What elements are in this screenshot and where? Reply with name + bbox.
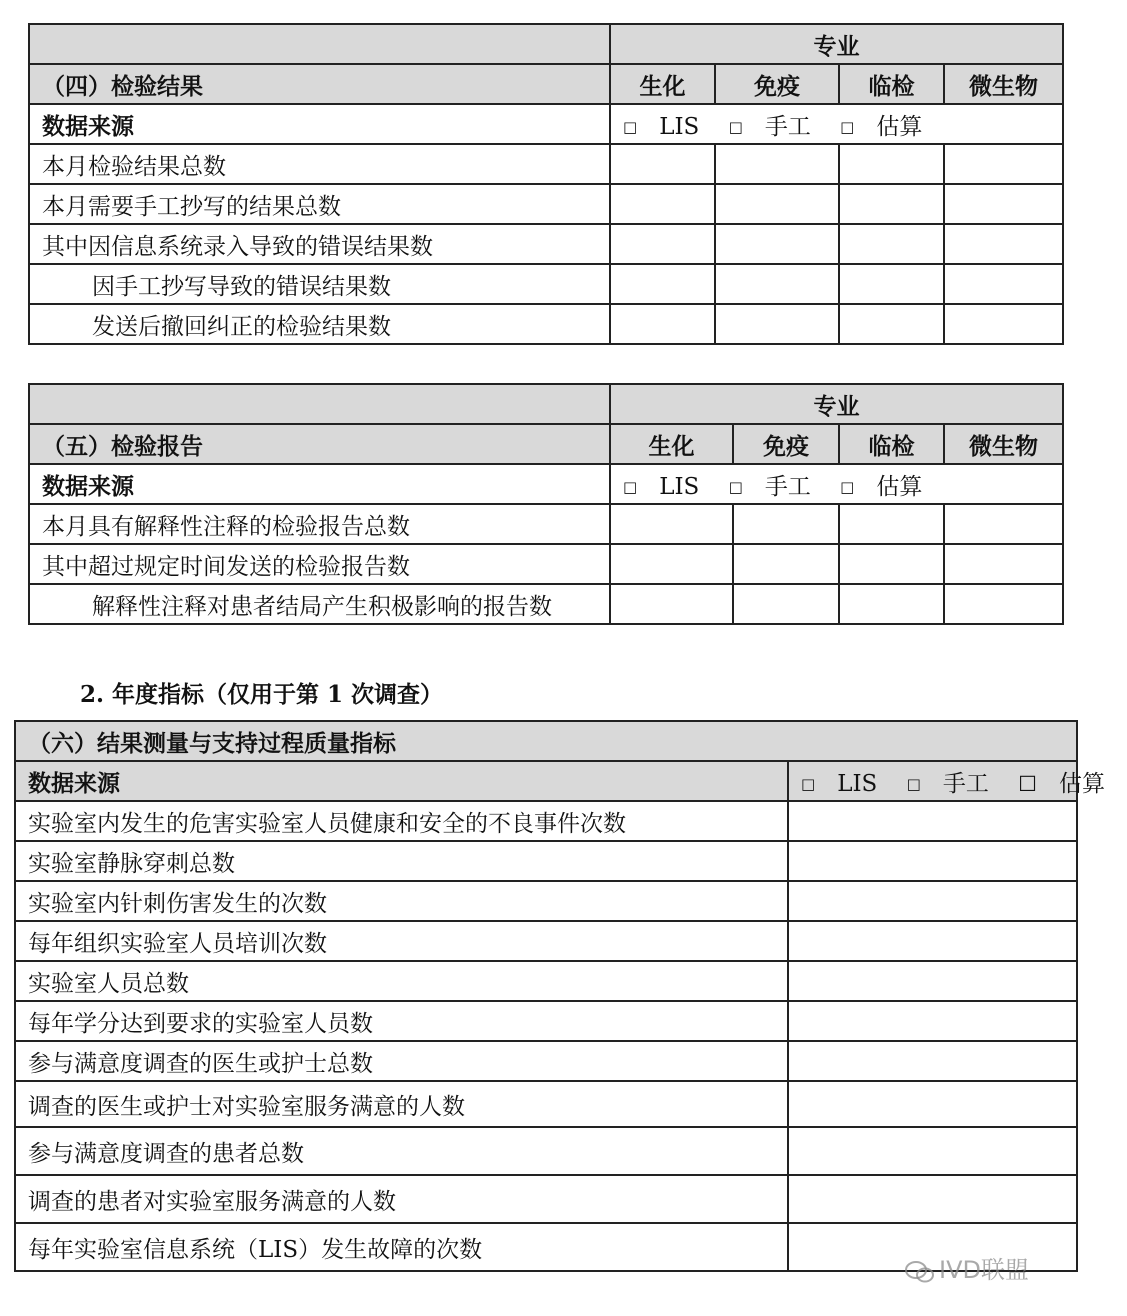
data-cell[interactable] [839,584,944,624]
row-label: 每年实验室信息系统（LIS）发生故障的次数 [15,1223,788,1271]
source-option-manual[interactable]: □ 手工 [728,113,811,140]
specialty-header: 专业 [610,24,1063,64]
data-cell[interactable] [839,184,944,224]
data-cell[interactable] [733,544,839,584]
column-header: 免疫 [715,64,839,104]
column-header: 生化 [610,424,733,464]
source-options [610,104,1063,144]
data-cell[interactable] [610,584,733,624]
data-cell[interactable] [839,304,944,344]
source-options [788,761,1105,801]
data-cell[interactable] [788,921,1077,961]
row-label: 每年组织实验室人员培训次数 [15,921,788,961]
checkbox-icon[interactable]: □ [801,774,816,793]
watermark-text: IVD联盟 [939,1256,1029,1284]
data-cell[interactable] [788,1127,1077,1175]
header-blank [29,384,610,424]
data-cell[interactable] [610,224,715,264]
data-cell[interactable] [944,584,1063,624]
data-cell[interactable] [944,184,1063,224]
data-cell[interactable] [715,224,839,264]
data-cell[interactable] [839,224,944,264]
data-cell[interactable] [788,961,1077,1001]
column-header: 生化 [610,64,715,104]
header-blank [29,24,610,64]
data-cell[interactable] [839,544,944,584]
data-cell[interactable] [944,304,1063,344]
data-cell[interactable] [733,584,839,624]
checkbox-icon[interactable]: □ [840,477,855,496]
table-title: （五）检验报告 [29,424,610,464]
column-header: 微生物 [944,64,1063,104]
row-label: 参与满意度调查的医生或护士总数 [15,1041,788,1081]
data-cell[interactable] [610,304,715,344]
data-cell[interactable] [944,144,1063,184]
source-label: 数据来源 [29,104,610,144]
column-header: 临检 [839,64,944,104]
row-label: 实验室人员总数 [15,961,788,1001]
source-option-manual[interactable]: □ 手工 [728,473,811,500]
data-cell[interactable] [610,184,715,224]
data-cell[interactable] [610,504,733,544]
row-label: 发送后撤回纠正的检验结果数 [29,304,610,344]
table-title: （四）检验结果 [29,64,610,104]
row-label: 每年学分达到要求的实验室人员数 [15,1001,788,1041]
data-cell[interactable] [715,304,839,344]
row-label: 其中因信息系统录入导致的错误结果数 [29,224,610,264]
data-cell[interactable] [733,504,839,544]
data-cell[interactable] [944,544,1063,584]
checkbox-icon[interactable]: □ [906,774,921,793]
row-label: 本月检验结果总数 [29,144,610,184]
column-header: 临检 [839,424,944,464]
source-label: 数据来源 [15,761,788,801]
column-header: 免疫 [733,424,839,464]
row-label: 参与满意度调查的患者总数 [15,1127,788,1175]
row-label: 解释性注释对患者结局产生积极影响的报告数 [29,584,610,624]
data-cell[interactable] [839,264,944,304]
data-cell[interactable] [715,144,839,184]
row-label: 本月需要手工抄写的结果总数 [29,184,610,224]
source-label: 数据来源 [29,464,610,504]
row-label: 调查的医生或护士对实验室服务满意的人数 [15,1081,788,1127]
data-cell[interactable] [788,841,1077,881]
watermark [905,1250,1029,1285]
source-options [610,464,1063,504]
checkbox-icon[interactable]: □ [623,117,638,136]
row-label: 因手工抄写导致的错误结果数 [29,264,610,304]
table-test-results [28,23,1064,345]
row-label: 本月具有解释性注释的检验报告总数 [29,504,610,544]
data-cell[interactable] [610,144,715,184]
source-option-manual[interactable]: □ 手工 [906,770,989,797]
data-cell[interactable] [839,144,944,184]
data-cell[interactable] [610,544,733,584]
checkbox-icon[interactable]: □ [728,117,743,136]
data-cell[interactable] [788,1175,1077,1223]
data-cell[interactable] [715,184,839,224]
data-cell[interactable] [944,224,1063,264]
data-cell[interactable] [715,264,839,304]
checkbox-icon[interactable]: □ [840,117,855,136]
data-cell[interactable] [944,504,1063,544]
column-header: 微生物 [944,424,1063,464]
source-option-estimate[interactable]: □ 估算 [840,113,923,140]
data-cell[interactable] [788,1081,1077,1127]
data-cell[interactable] [788,881,1077,921]
data-cell[interactable] [788,1041,1077,1081]
section-heading: 2. 年度指标（仅用于第 1 次调查） [80,681,444,708]
row-label: 其中超过规定时间发送的检验报告数 [29,544,610,584]
source-option-lis[interactable]: □ LIS [801,770,878,797]
checkbox-icon[interactable]: □ [623,477,638,496]
table-test-reports [28,383,1064,625]
source-option-estimate[interactable]: ☐ 估算 [1018,770,1105,797]
data-cell[interactable] [788,801,1077,841]
data-cell[interactable] [610,264,715,304]
table-annual-indicators [14,720,1105,1272]
row-label: 实验室静脉穿刺总数 [15,841,788,881]
row-label: 实验室内针刺伤害发生的次数 [15,881,788,921]
source-option-lis[interactable]: □ LIS [623,113,700,140]
data-cell[interactable] [944,264,1063,304]
source-option-lis[interactable]: □ LIS [623,473,700,500]
specialty-header: 专业 [610,384,1063,424]
wechat-icon [905,1260,935,1284]
data-cell[interactable] [839,504,944,544]
checkbox-icon[interactable]: ☐ [1018,771,1037,796]
row-label: 调查的患者对实验室服务满意的人数 [15,1175,788,1223]
row-label: 实验室内发生的危害实验室人员健康和安全的不良事件次数 [15,801,788,841]
table-title: （六）结果测量与支持过程质量指标 [15,721,1077,761]
checkbox-icon[interactable]: □ [728,477,743,496]
source-option-estimate[interactable]: □ 估算 [840,473,923,500]
data-cell[interactable] [788,1001,1077,1041]
